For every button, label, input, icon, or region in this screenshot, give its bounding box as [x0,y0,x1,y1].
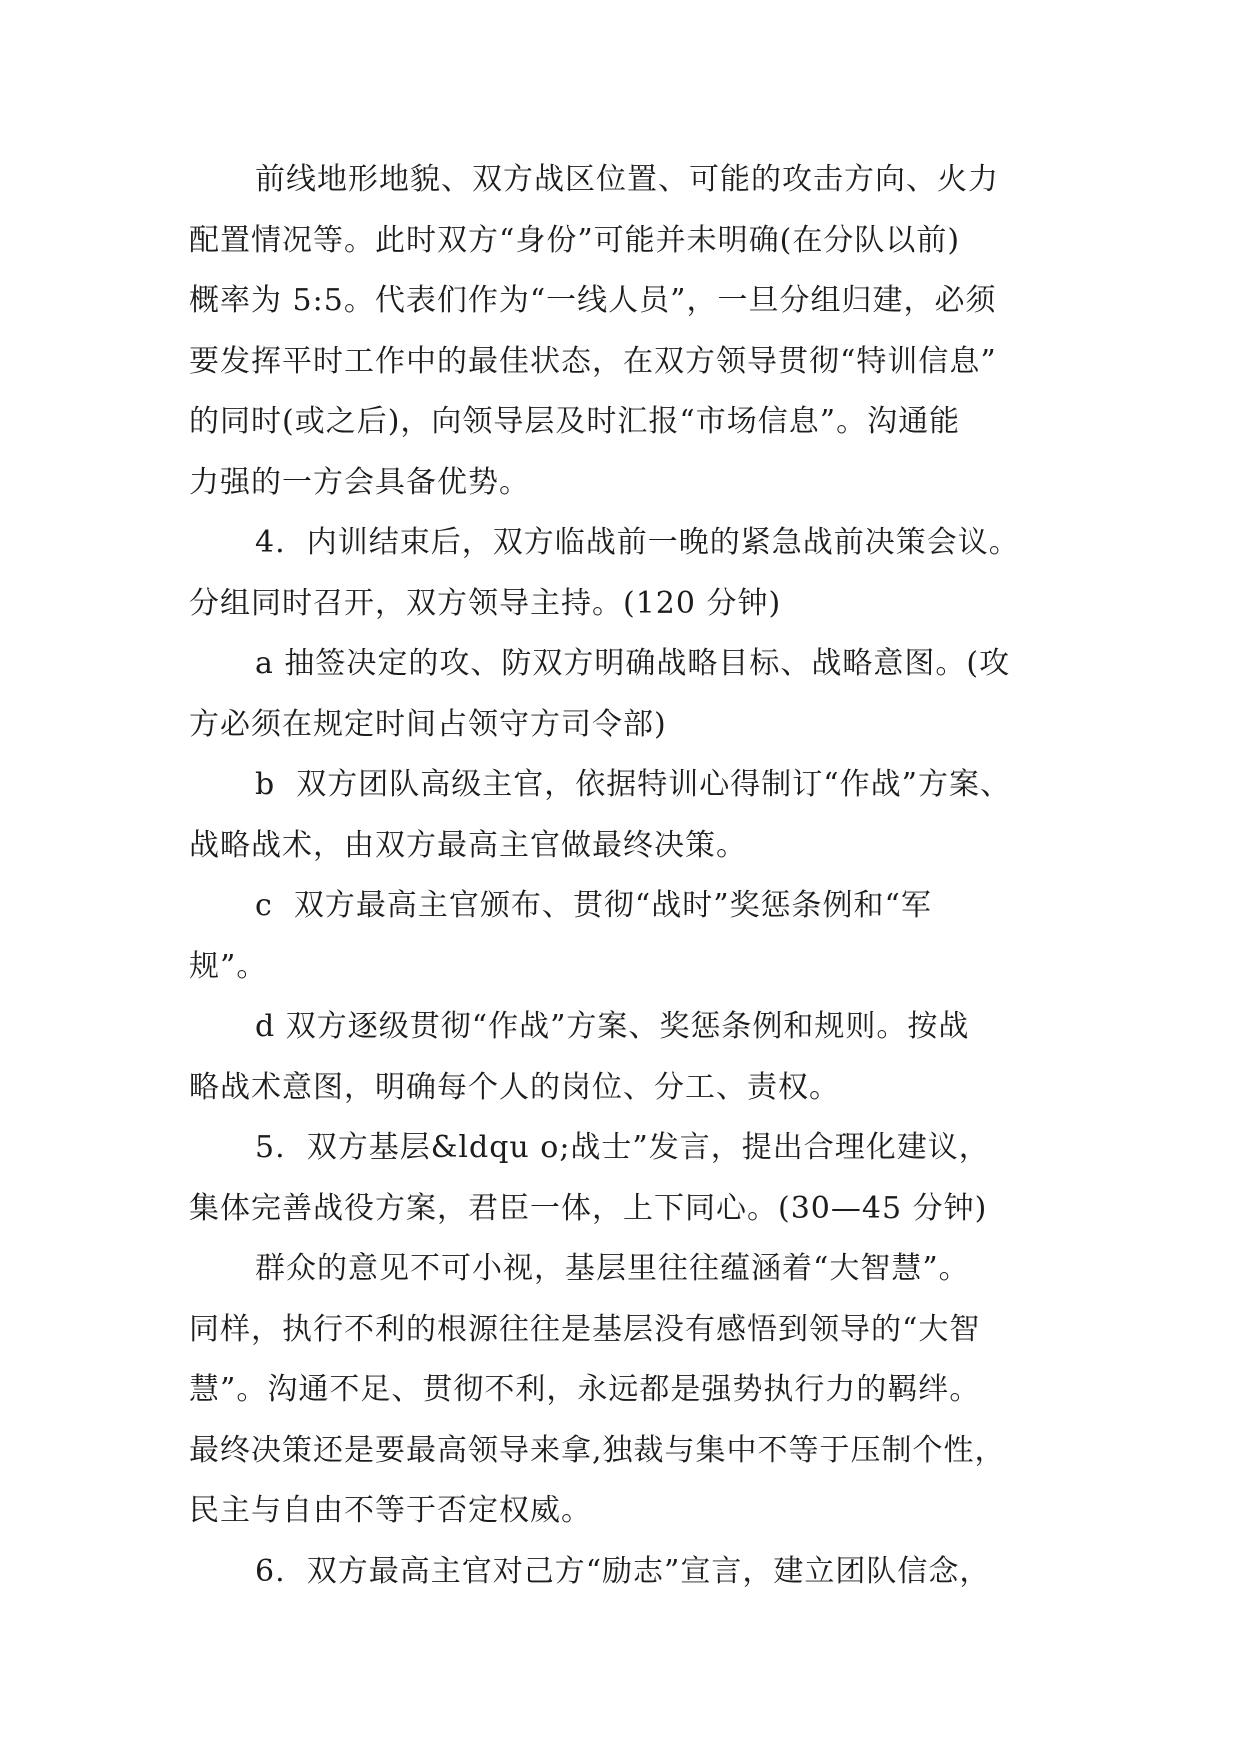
text-line: 规”。 [189,948,268,984]
text-line: 方必须在规定时间占领守方司令部) [189,706,667,742]
text-line: b 双方团队高级主官，依据特训心得制订“作战”方案、 [255,767,1011,802]
text-line: 配置情况等。此时双方“身份”可能并未明确(在分队以前) [189,222,961,258]
text-line: 分组同时召开，双方领导主持。(120 分钟) [189,585,782,621]
text-line: 集体完善战役方案，君臣一体，上下同心。(30—45 分钟) [189,1190,988,1226]
text-line: 6. 双方最高主官对己方“励志”宣言，建立团队信念， [255,1553,991,1589]
text-line: 略战术意图，明确每个人的岗位、分工、责权。 [189,1069,840,1105]
text-line: 要发挥平时工作中的最佳状态，在双方领导贯彻“特训信息” [189,343,997,379]
text-line: 慧”。沟通不足、贯彻不利，永远都是强势执行力的羁绊。 [189,1372,981,1407]
text-line: 4. 内训结束后，双方临战前一晚的紧急战前决策会议。 [255,525,1020,560]
text-line: c 双方最高主官颁布、贯彻“战时”奖惩条例和“军 [255,888,932,923]
text-line: a 抽签决定的攻、防双方明确战略目标、战略意图。(攻 [255,646,1011,681]
body-text [189,160,1069,1612]
text-line: 前线地形地貌、双方战区位置、可能的攻击方向、火力 [255,162,999,197]
text-line: 战略战术，由双方最高主官做最终决策。 [189,827,747,863]
text-line: 力强的一方会具备优势。 [189,464,530,500]
text-line: 同样，执行不利的根源往往是基层没有感悟到领导的“大智 [189,1311,981,1347]
text-line: 5. 双方基层&ldqu o;战士”发言，提出合理化建议， [255,1130,990,1165]
text-line: d 双方逐级贯彻“作战”方案、奖惩条例和规则。按战 [255,1009,970,1044]
text-line: 民主与自由不等于否定权威。 [189,1493,592,1528]
text-line: 群众的意见不可小视，基层里往往蕴涵着“大智慧”。 [255,1251,970,1286]
text-line: 的同时(或之后)，向领导层及时汇报“市场信息”。沟通能 [189,404,961,439]
text-line: 最终决策还是要最高领导来拿,独裁与集中不等于压制个性， [189,1432,1006,1468]
text-line: 概率为 5:5。代表们作为“一线人员”，一旦分组归建，必须 [189,283,997,318]
